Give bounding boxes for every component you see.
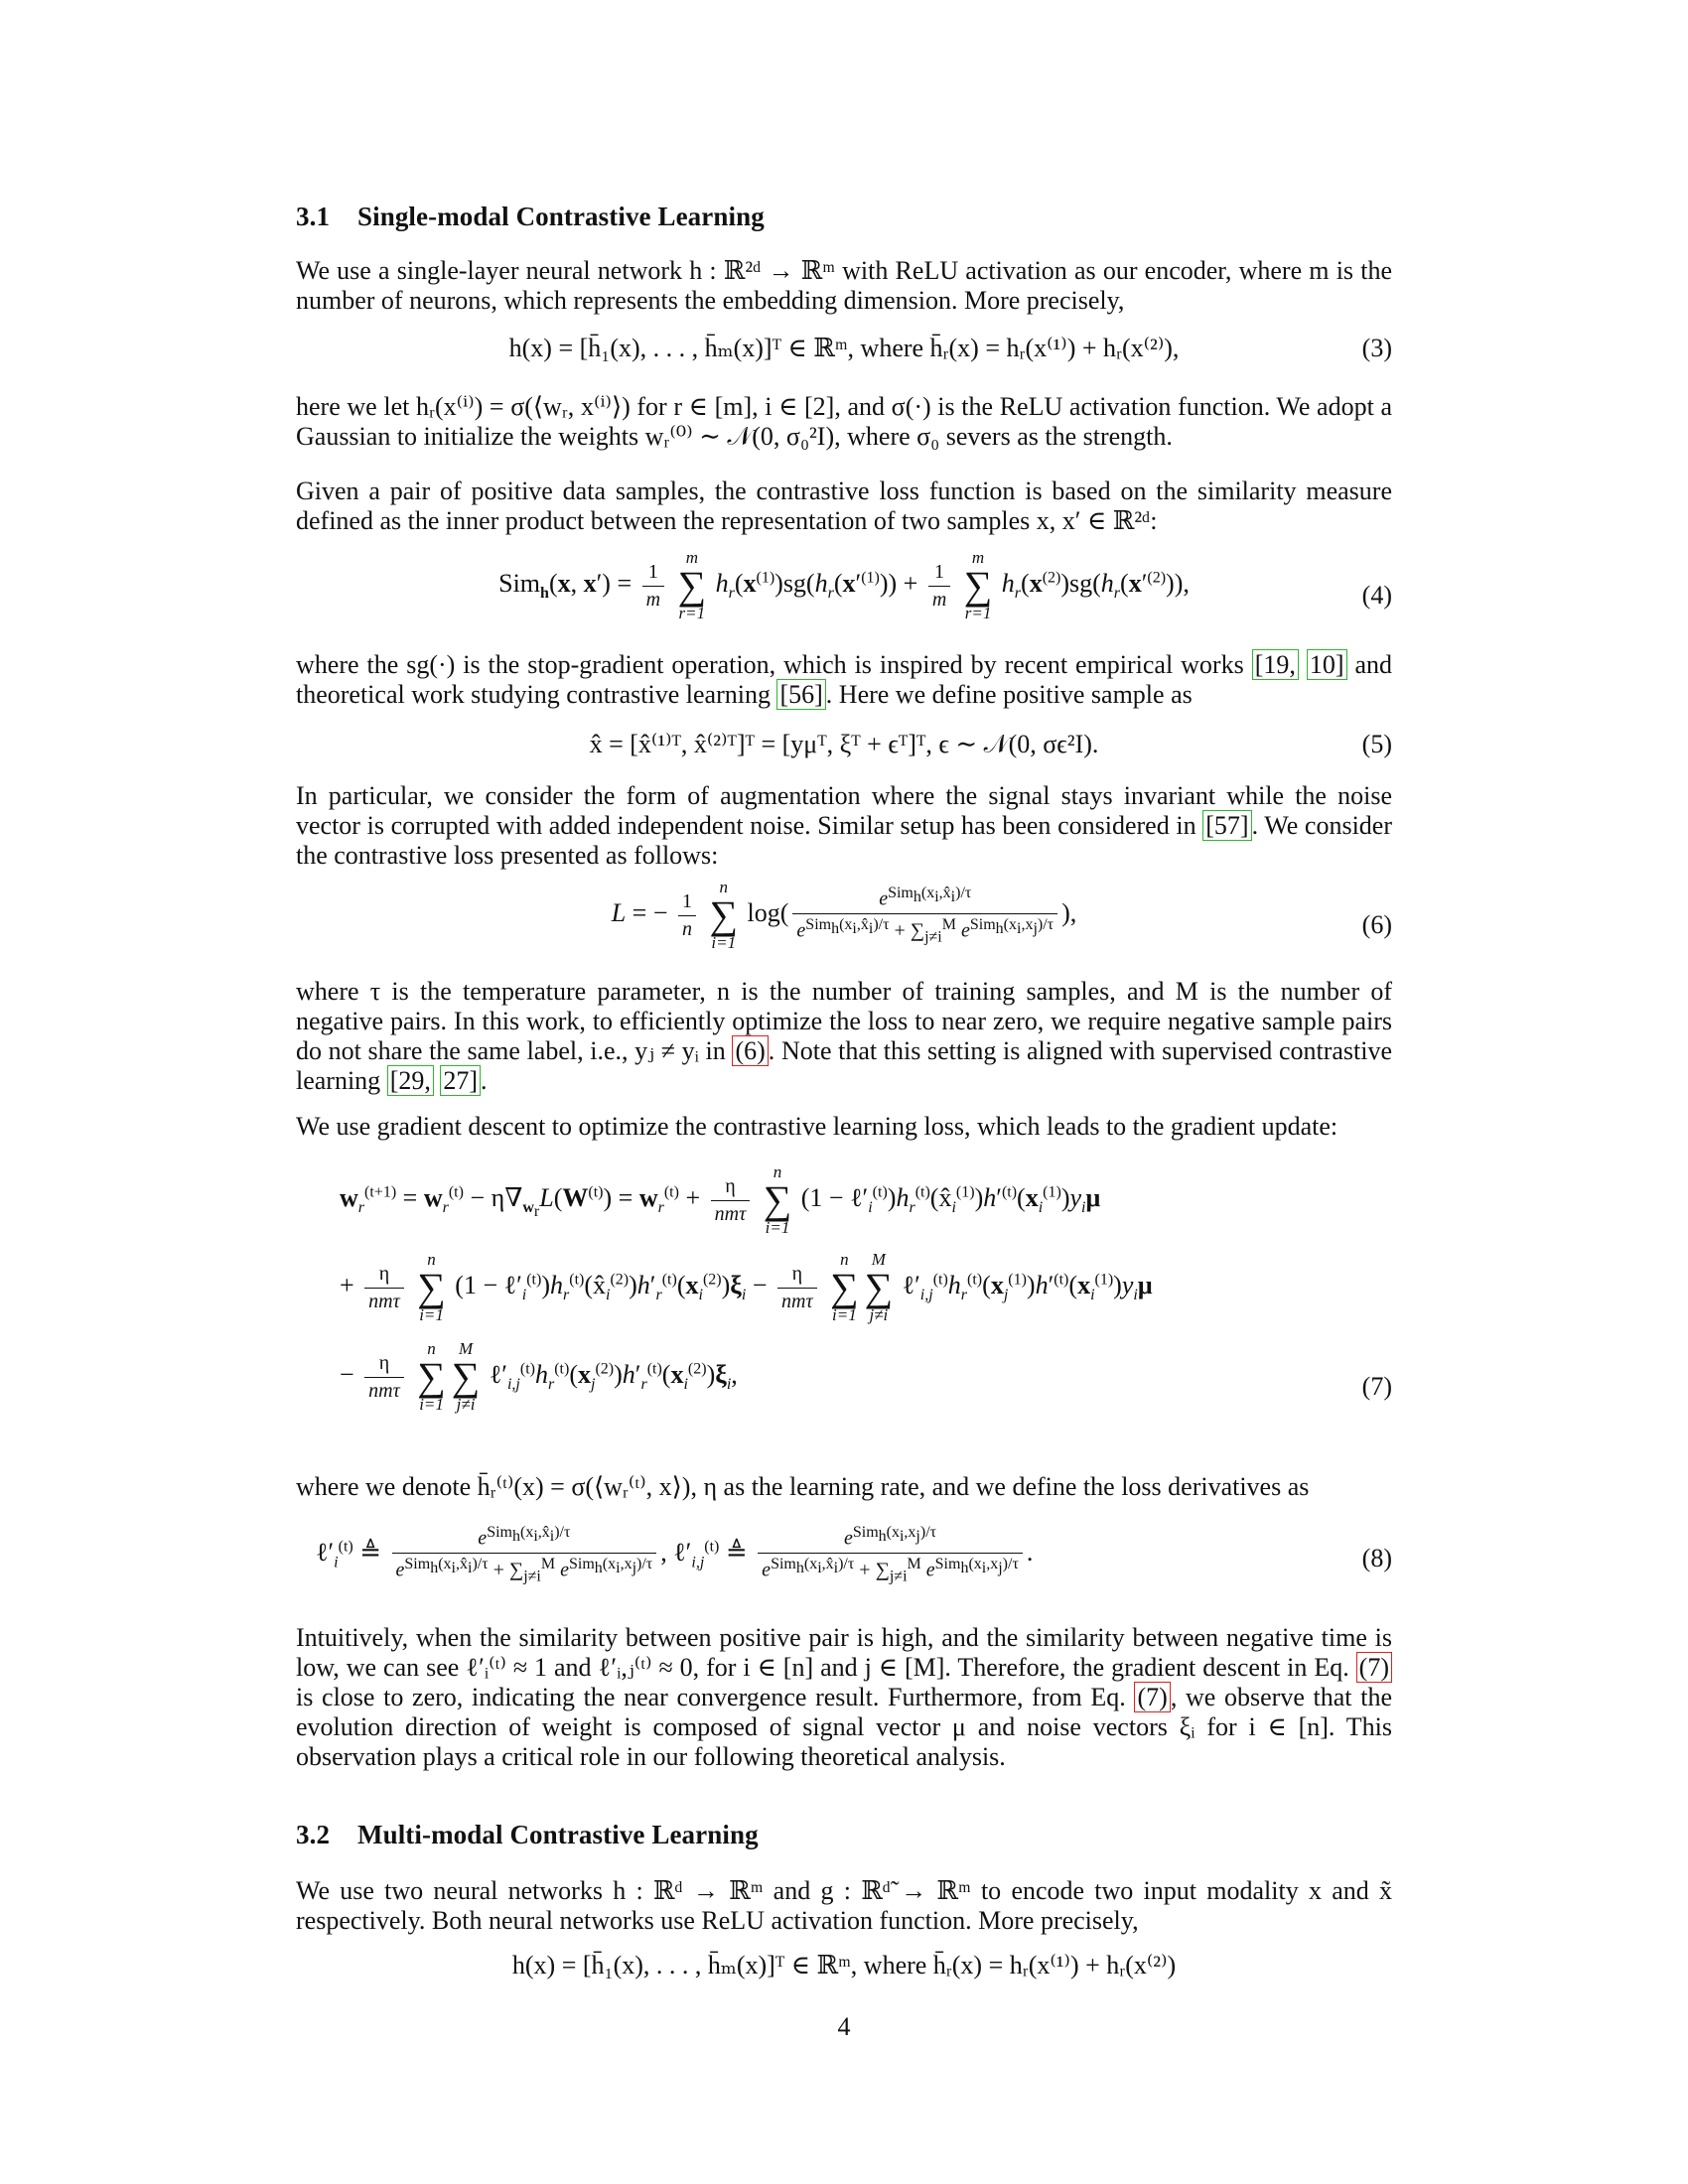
equation-3-number: (3) [1361,334,1392,362]
equation-5-body: x̂ = [x̂⁽¹⁾ᵀ, x̂⁽²⁾ᵀ]ᵀ = [yμᵀ, ξᵀ + ϵᵀ]ᵀ, ϵ ∼ 𝒩(0, σϵ²I). [589,730,1099,758]
paragraph-multimodal-networks: We use two neural networks h : ℝᵈ → ℝᵐ and g : ℝᵈ̃ → ℝᵐ to encode two input modality x and x̃ respectively. Both neural networks use ReLU activation function. More precisely, [296,1876,1392,1935]
paragraph-encoder: We use a single-layer neural network h : ℝ²ᵈ → ℝᵐ with ReLU activation as our encoder, where m is the number of neurons, which represents the embedding dimension. More precisely, [296,256,1392,315]
equation-4-body: Sim$_h$(x, x′) = $\frac{1}{m}$ m ∑ r=1 $h_r(x^{(1)})sg(h_r(x'^{(1)}))$ + $\frac{1}{m}$ m ∑ r=1 $h_r(x^{(2)})sg(h_r(x'^{(2)}))$, [498,548,1190,622]
paragraph-temperature: where τ is the temperature parameter, n is the number of training samples, and M is the number of negative pairs. In this work, to efficiently optimize the loss to near zero, we require negative sample pairs do not share the same label, i.e., yⱼ ≠ yᵢ in (6) . Note that this setting is aligned with supervised contrastive learning [29, 27] . [296,977,1393,1095]
paragraph-similarity: Given a pair of positive data samples, the contrastive loss function is based on the similarity measure defined as the inner product between the representation of two samples x, x′ ∈ ℝ²ᵈ: [296,477,1392,535]
paragraph-loss-derivatives: where we denote h̄ᵣ⁽ᵗ⁾(x) = σ(⟨wᵣ⁽ᵗ⁾, x⟩), η as the learning rate, and we define the loss derivatives as [296,1472,1310,1501]
paper-page [296,0,1392,2184]
equation-6-number: (6) [1361,910,1392,939]
equation-7-line-2: + $\frac{\eta}{\text{nmτ}}$ n ∑ i=1 $(1 - \ell'_i^{(t)})h_r^{(t)}(x̂_i^{(2)})h'_r^{(t)}(x_i^{(2)})\xi_i$ − $\frac{\eta}{\text{nmτ}}$ n ∑ i=1 M ∑ j≠i $\ell'_{i,j}^{(t)}h_r^{(t)}(x_j^{(1)})h'^{(t)}(x_i^{(1)})y_i\mu$ [340,1250,1153,1324]
equation-7-line-3: − $\frac{\eta}{\text{nmτ}}$ n ∑ i=1 M ∑ j≠i $\ell'_{i,j}^{(t)}h_r^{(t)}(x_j^{(2)})h'_r^{(t)}(x_i^{(2)})\xi_i$, (7) [340,1339,1392,1414]
equation-8: $\ell'_i^{(t)}$ ≜ $\frac{e^{Sim_h(x_i,x̂_i)/\tau}}{e^{Sim_h(x_i,x̂_i)/\tau} + \sum_{j\ne i}^M e^{Sim_h(x_i,x_j)/\tau}}$ , $\ell'_{i,j}^{(t)}$ ≜ $\frac{e^{Sim_h(x_i,x_j)/\tau}}{e^{Sim_h(x_i,x̂_i)/\tau} + \sum_{j\ne i}^M e^{Sim_h(x_i,x_j)/\tau}}$ . (8) [316,1524,1392,1585]
paragraph-relu: here we let hᵣ(x⁽ⁱ⁾) = σ(⟨wᵣ, x⁽ⁱ⁾⟩) for r ∈ [m], i ∈ [2], and σ(·) is the ReLU activation function. We adopt a Gaussian to initialize the weights wᵣ⁽⁰⁾ ∼ 𝒩(0, σ₀²I), where σ₀ severs as the strength. [296,392,1392,451]
citation-link[interactable]: [29, [387,1065,434,1096]
citation-link[interactable]: 27] [440,1065,481,1096]
paragraph-intuition: Intuitively, when the similarity between positive pair is high, and the similarity between negative time is low, we can see ℓ′ᵢ⁽ᵗ⁾ ≈ 1 and ℓ′ᵢ,ⱼ⁽ᵗ⁾ ≈ 0, for i ∈ [n] and j ∈ [M]. Therefore, the gradient descent in Eq. (7) is close to zero, indicating the near convergence result. Furthermore, from Eq. (7) , we observe that the evolution direction of weight is composed of signal vector μ and noise vectors ξᵢ for i ∈ [n]. This observation plays a critical role in our following theoretical analysis. [296,1623,1392,1771]
citation-link[interactable]: [57] [1202,810,1251,841]
page-number: 4 [837,2012,851,2041]
section-heading-3-1: 3.1 Single-modal Contrastive Learning [296,202,765,231]
equation-3 [296,334,1392,363]
equation-7-line-1: $w_r^{(t+1)} = w_r^{(t)} - \eta\nabla_{w_r}L(W^{(t)}) = w_r^{(t)}$ + $\frac{\eta}{\text{nmτ}}$ n ∑ i=1 $(1 - \ell'_i^{(t)})h_r^{(t)}(x̂_i^{(1)})h'^{(t)}(x_i^{(1)})y_i\mu$ [340,1162,1101,1237]
equation-3-body: h(x) = [h̄₁(x), . . . , h̄ₘ(x)]ᵀ ∈ ℝᵐ, where h̄ᵣ(x) = hᵣ(x⁽¹⁾) + hᵣ(x⁽²⁾), [508,334,1180,362]
equation-link[interactable]: (7) [1356,1652,1392,1683]
citation-link[interactable]: [19, [1252,649,1299,680]
paragraph-gradient-descent: We use gradient descent to optimize the contrastive learning loss, which leads to the gradient update: [296,1112,1338,1141]
equation-9 [296,1951,1392,1980]
equation-link[interactable]: (7) [1134,1682,1170,1712]
equation-9-body: h(x) = [h̄₁(x), . . . , h̄ₘ(x)]ᵀ ∈ ℝᵐ, where h̄ᵣ(x) = hᵣ(x⁽¹⁾) + hᵣ(x⁽²⁾) [511,1951,1177,1979]
section-heading-3-2: 3.2 Multi-modal Contrastive Learning [296,1820,759,1849]
citation-link[interactable]: 10] [1307,649,1347,680]
equation-7-number: (7) [1361,1372,1392,1401]
equation-6-body: L = − $\frac{1}{n}$ n ∑ i=1 log( $\frac{e^{Sim_h(x_i,x̂_i)/\tau}}{e^{Sim_h(x_i,x̂_i)/\tau} + \sum_{j\ne i}^M e^{Sim_h(x_i,x_j)/\tau}}$ ), [611,878,1077,952]
paragraph-stop-gradient: where the sg(·) is the stop-gradient operation, which is inspired by recent empirical works [19, 10] and theoretical work studying contrastive learning [56] . Here we define positive sample as [296,650,1393,709]
equation-6 [296,879,1392,952]
equation-5-number: (5) [1361,730,1392,758]
equation-4-number: (4) [1361,581,1392,610]
equation-link[interactable]: (6) [732,1035,768,1066]
equation-5 [296,730,1392,760]
equation-4 [296,549,1392,622]
paragraph-augmentation: In particular, we consider the form of augmentation where the signal stays invariant while the noise vector is corrupted with added independent noise. Similar setup has been considered in [57] . We consider the contrastive loss presented as follows: [296,781,1393,870]
citation-link[interactable]: [56] [776,679,825,710]
equation-8-number: (8) [1361,1544,1392,1572]
